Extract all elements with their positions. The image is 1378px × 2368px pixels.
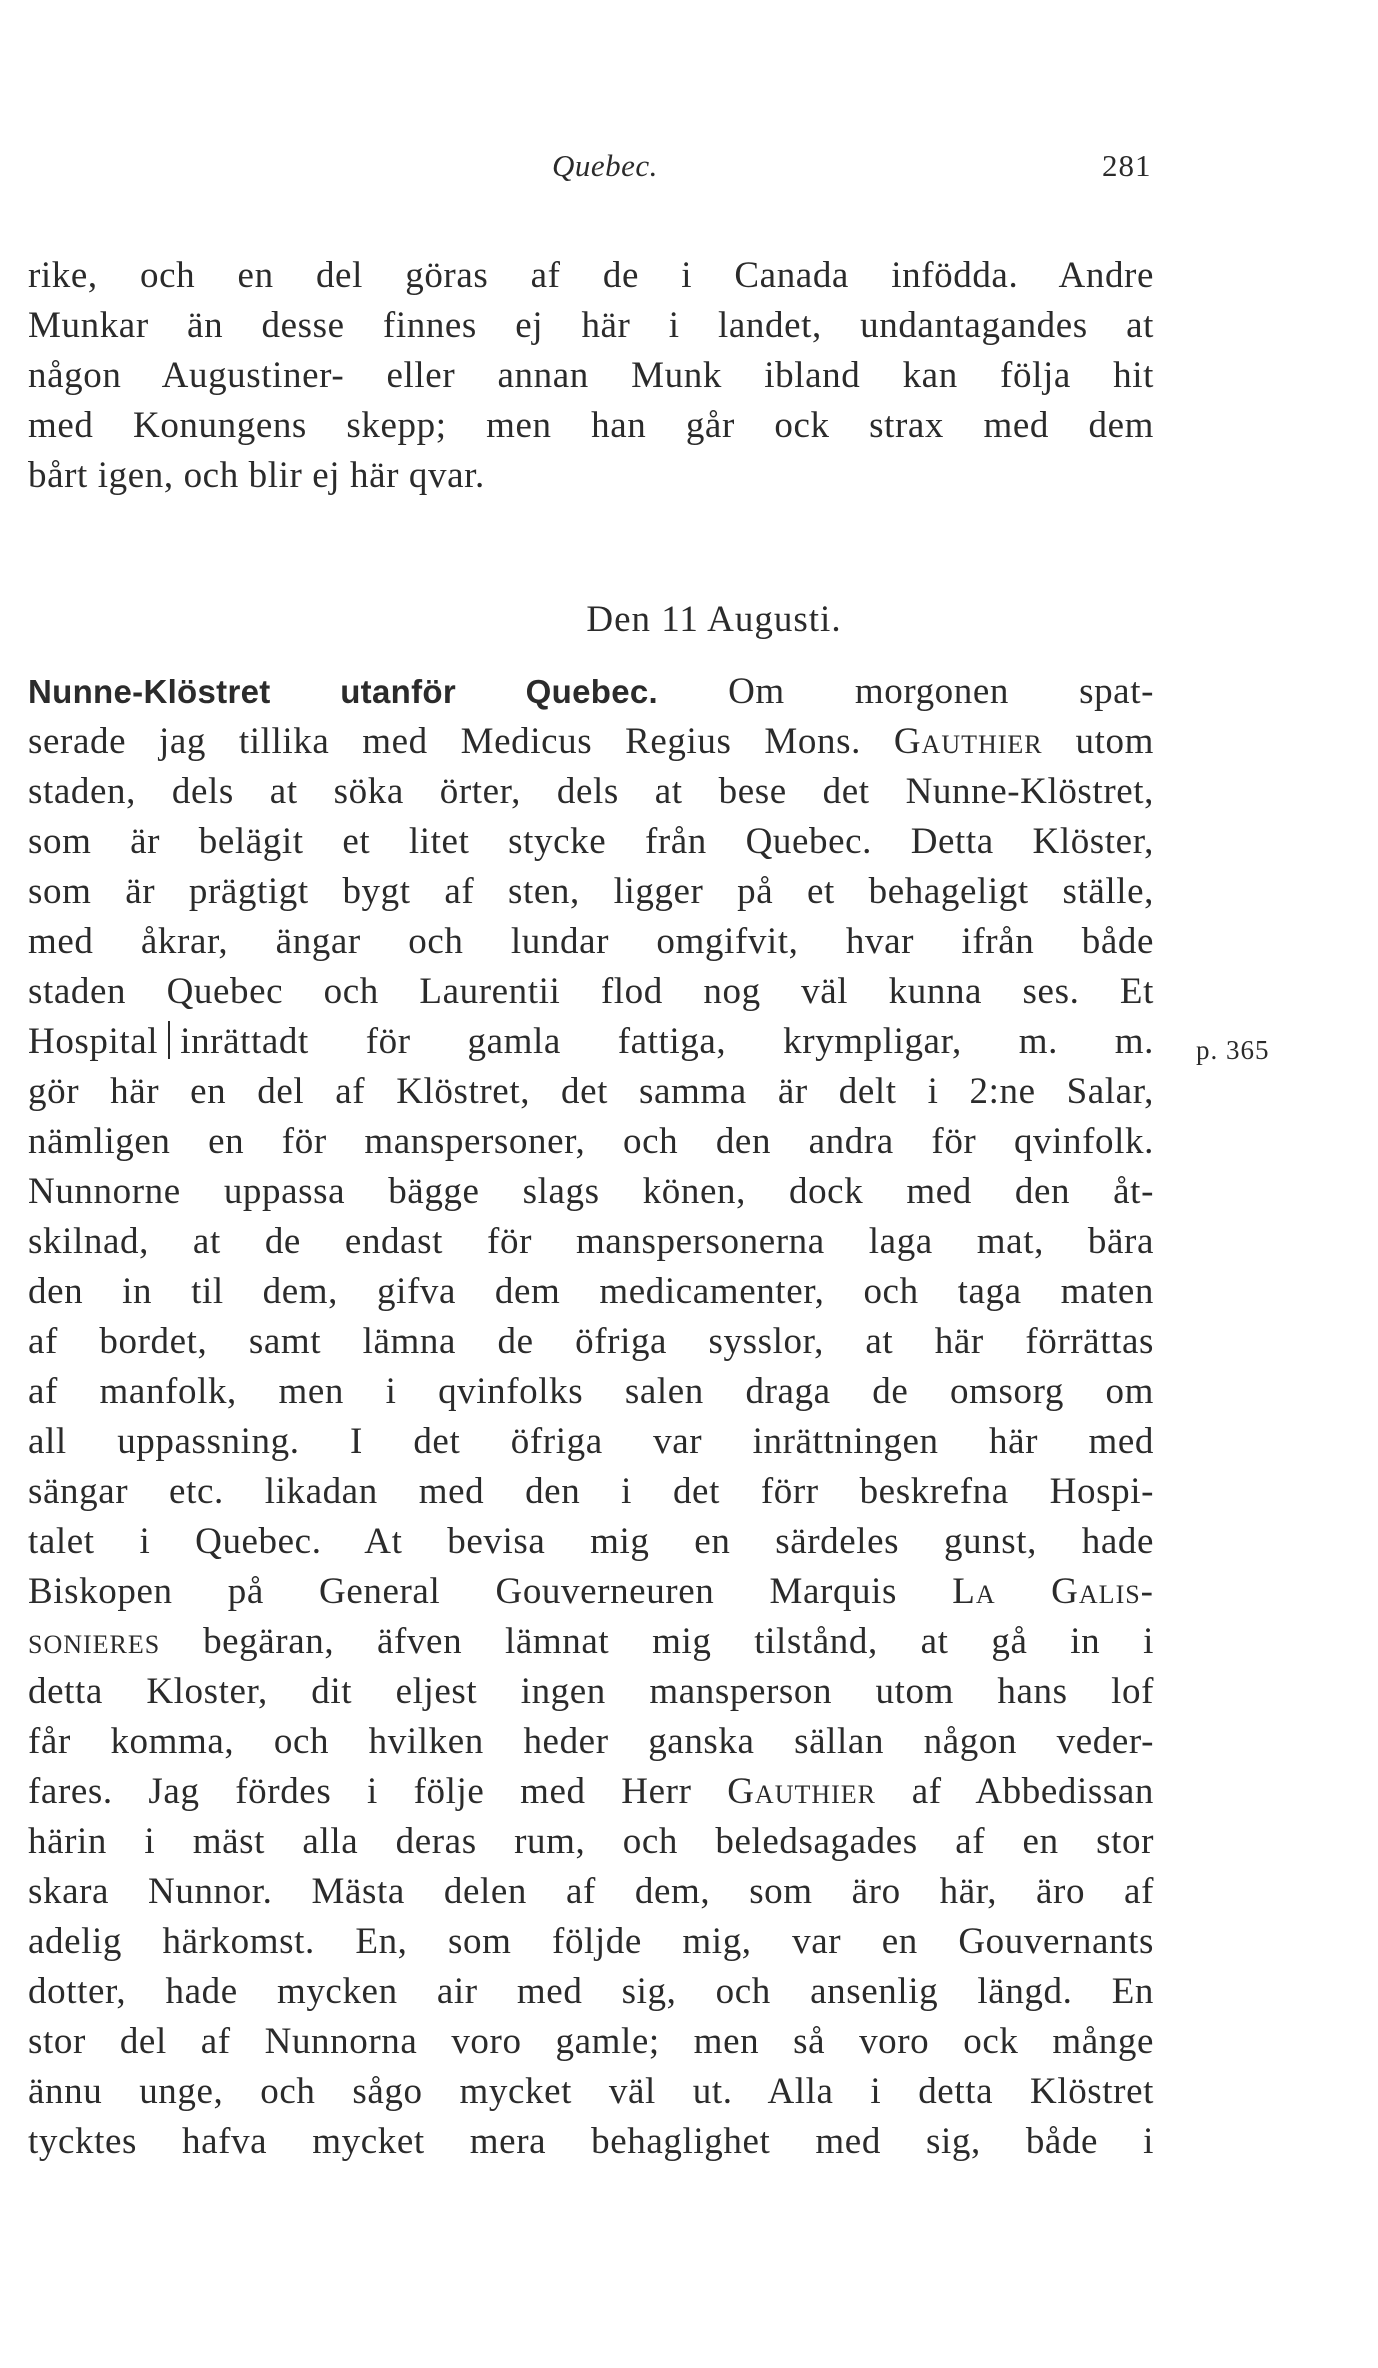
text-line: staden Quebec och Laurentii flod nog väl kunna ses. Et bbox=[28, 971, 1154, 1012]
text-fragment: serade jag tillika med Medicus Regius Mons. bbox=[28, 721, 861, 762]
section-heading: Nunne-Klöstret utanför Quebec. bbox=[28, 673, 658, 710]
small-caps-name: Gauthier bbox=[893, 721, 1043, 762]
text-line bbox=[28, 1568, 1154, 1616]
text-line: tycktes hafva mycket mera behaglighet med sig, både i bbox=[28, 2121, 1154, 2162]
text-line: staden, dels at söka örter, dels at bese det Nunne-Klöstret, bbox=[28, 771, 1154, 812]
text-line: skilnad, at de endast för manspersonerna laga mat, bära bbox=[28, 1221, 1154, 1262]
page-header bbox=[0, 148, 1378, 192]
text-line: ännu unge, och sågo mycket väl ut. Alla i detta Klöstret bbox=[28, 2071, 1154, 2112]
text-line: talet i Quebec. At bevisa mig en särdeles gunst, hade bbox=[28, 1521, 1154, 1562]
text-line: af bordet, samt lämna de öfriga sysslor, at här förrättas bbox=[28, 1321, 1154, 1362]
text-fragment: Hospital bbox=[28, 1021, 159, 1062]
text-line bbox=[28, 1618, 1154, 1666]
page-break-marker bbox=[168, 1021, 170, 1059]
text-line: sängar etc. likadan med den i det förr beskrefna Hospi- bbox=[28, 1471, 1154, 1512]
running-title: Quebec. bbox=[552, 148, 658, 183]
text-line: all uppassning. I det öfriga var inrättningen här med bbox=[28, 1421, 1154, 1462]
margin-page-reference: p. 365 bbox=[1196, 1035, 1270, 1065]
text-line: med Konungens skepp; men han går ock strax med dem bbox=[28, 405, 1154, 446]
text-line: adelig härkomst. En, som följde mig, var en Gouvernants bbox=[28, 1921, 1154, 1962]
text-line: dotter, hade mycken air med sig, och ansenlig längd. En bbox=[28, 1971, 1154, 2012]
text-line: bårt igen, och blir ej här qvar. bbox=[28, 455, 485, 496]
text-line bbox=[28, 1768, 1154, 1816]
text-fragment: begäran, äfven lämnat mig tilstånd, at gå in i bbox=[203, 1621, 1154, 1662]
text-line: detta Kloster, dit eljest ingen mansperson utom hans lof bbox=[28, 1671, 1154, 1712]
text-line: af manfolk, men i qvinfolks salen draga de omsorg om bbox=[28, 1371, 1154, 1412]
text-fragment: fares. Jag fördes i följe med Herr bbox=[28, 1771, 692, 1812]
text-fragment: Biskopen på General Gouverneuren Marquis bbox=[28, 1571, 898, 1612]
text-fragment: Om morgonen spat- bbox=[728, 671, 1154, 712]
text-fragment: af Abbedissan bbox=[911, 1771, 1154, 1812]
text-line bbox=[28, 1018, 1154, 1066]
text-line: som är prägtigt bygt af sten, ligger på et behageligt ställe, bbox=[28, 871, 1154, 912]
text-line: som är belägit et litet stycke från Quebec. Detta Klöster, bbox=[28, 821, 1154, 862]
text-line: härin i mäst alla deras rum, och beledsagades af en stor bbox=[28, 1821, 1154, 1862]
text-line: skara Nunnor. Mästa delen af dem, som äro här, äro af bbox=[28, 1871, 1154, 1912]
text-fragment: inrättadt för gamla fattiga, krympligar, m. m. bbox=[180, 1021, 1154, 1062]
text-line bbox=[28, 718, 1154, 766]
small-caps-name: Gauthier bbox=[727, 1771, 877, 1812]
text-line: den in til dem, gifva dem medicamenter, och taga maten bbox=[28, 1271, 1154, 1312]
text-line: Munkar än desse finnes ej här i landet, undantagandes at bbox=[28, 305, 1154, 346]
text-line: nämligen en för manspersoner, och den andra för qvinfolk. bbox=[28, 1121, 1154, 1162]
dateline: Den 11 Augusti. bbox=[586, 599, 842, 640]
small-caps-name: sonieres bbox=[28, 1621, 161, 1662]
text-line: gör här en del af Klöstret, det samma är delt i 2:ne Salar, bbox=[28, 1071, 1154, 1112]
text-line: med åkrar, ängar och lundar omgifvit, hvar ifrån både bbox=[28, 921, 1154, 962]
text-line: får komma, och hvilken heder ganska sällan någon veder- bbox=[28, 1721, 1154, 1762]
page-number: 281 bbox=[1102, 148, 1152, 183]
text-line: Nunnorne uppassa bägge slags könen, dock med den åt- bbox=[28, 1171, 1154, 1212]
text-fragment: utom bbox=[1075, 721, 1155, 762]
small-caps-name: La Galis- bbox=[952, 1571, 1155, 1612]
text-line bbox=[28, 668, 1154, 716]
text-line: stor del af Nunnorna voro gamle; men så voro ock månge bbox=[28, 2021, 1154, 2062]
text-line: någon Augustiner- eller annan Munk ibland kan följa hit bbox=[28, 355, 1154, 396]
text-line: rike, och en del göras af de i Canada infödda. Andre bbox=[28, 255, 1154, 296]
